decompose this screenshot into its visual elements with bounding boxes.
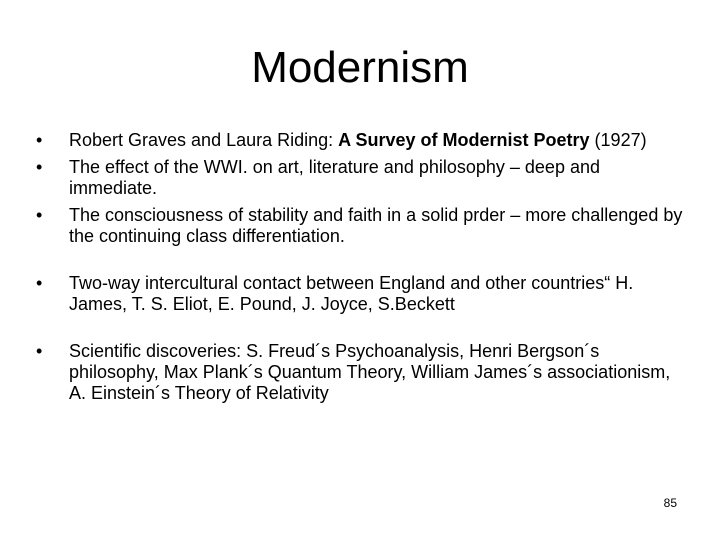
bullet-marker: • — [36, 205, 43, 225]
bullet-text: The consciousness of stability and faith in a solid prder – more challenged by the continuing class differentiation. — [69, 205, 683, 246]
bullet-marker: • — [36, 157, 43, 177]
slide-title: Modernism — [251, 43, 469, 92]
bullet-text: Two-way intercultural contact between England and other countries“ H. James, T. S. Eliot, E. Pound, J. Joyce, S.Beckett — [69, 273, 634, 314]
book-title: A Survey of Modernist Poetry — [338, 130, 590, 150]
bullet-text-suffix: (1927) — [589, 130, 647, 150]
bullet-marker: • — [36, 273, 43, 293]
bullet-item — [36, 205, 686, 247]
bullet-text: Scientific discoveries: S. Freud´s Psychoanalysis, Henri Bergson´s philosophy, Max Plank´s Quantum Theory, William James´s associationism, A. Einstein´s Theory of Relativity — [69, 341, 671, 403]
bullet-marker: • — [36, 130, 43, 150]
bullet-list — [36, 130, 686, 410]
bullet-text-prefix: Robert Graves and Laura Riding: — [69, 130, 339, 150]
bullet-item — [36, 273, 686, 315]
bullet-text: The effect of the WWI. on art, literature and philosophy – deep and immediate. — [69, 157, 600, 198]
bullet-item — [36, 341, 686, 404]
bullet-marker: • — [36, 341, 43, 361]
bullet-item — [36, 157, 686, 199]
page-number: 85 — [663, 496, 677, 510]
bullet-item — [36, 130, 686, 151]
